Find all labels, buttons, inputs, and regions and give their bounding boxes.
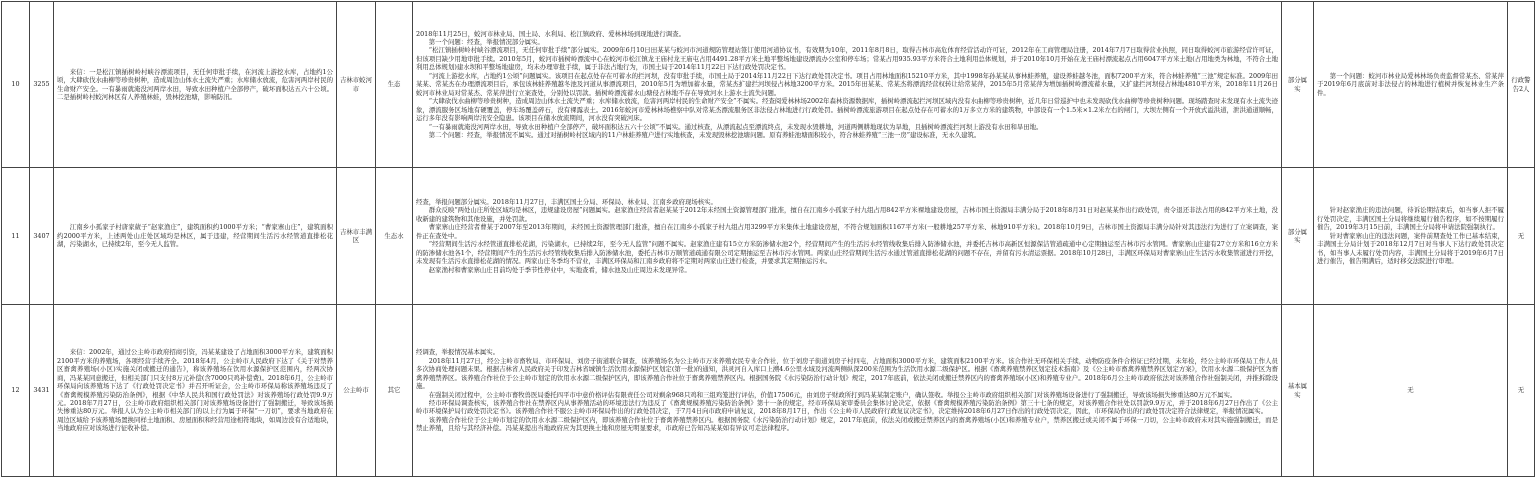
row-number: 11 <box>2 168 30 305</box>
findings-paragraph: 第二个问题：经查，举报情况不属实。通过对插树岭村区域内的11户林蛙养殖户进行实地核查，未发现毁林挖池塘问题。原有养蛙池塘面积较小，符合林蛙养殖“三池一房”建设标准，无永久建筑。 <box>428 130 981 139</box>
findings-cell <box>413 2 1282 168</box>
findings-paragraph: 经市环保局调查核实，该养殖合作社在禁养区内从事养殖活动的环境违法行为违反了《畜禽规模养殖污染防治条例》第十一条的规定，经市环保局案审委员会集体讨论决定，依据《畜禽规模养殖污染防治条例》第三十七条的规定，对该养殖合作社处以罚款9.9万元，并于2018年6月27日作出了《公主岭市环境保护局行政处罚决定书》。该养殖合作社不服公主岭市环保局作出的行政处罚决定，于7月4日向市政府申请复议，2018年8月17日，作出《公主岭市人民政府行政复议决定书》，决定维持2018年6月27日作出的行政处罚决定，因此，市环保局作出的行政处罚决定符合法律规定，举报情况属实。 <box>416 398 1278 416</box>
row-number: 10 <box>2 2 30 168</box>
verdict-cell: 部分属实 <box>1282 2 1314 168</box>
findings-paragraph: “河流上游挖水库，占地约1公顷”问题属实。该项目在起点处存在可蓄水的拦河坝，没有审批手续，市国土局于2014年11月22日下达行政处罚决定书。项目占用林地面积15210平方米，其中1998年孙某某从事林蛙养殖，建设养蛙越冬池，面积7200平方米，符合林蛙养殖“三池”规定标准。2009年田某某、常某杰在办理漂流项目后，承包该林蛙养殖越冬池及河道从事漂流项目，2010年5月为增加蓄水量，常某杰扩建拦河坝侵占林地3200平方米。2015年田某某、常某杰将漂流经营权转让给常某萍，2015年5月常某萍为增加插树岭漂流蓄水量，又扩建拦河坝侵占林地4810平方米，2018年11月26日蛟河市林业局对常某杰、常某萍进行立案查处，分别处以罚款。插树岭漂流蓄水山塘侵占林地不存在导致河水上游水土流失问题。 <box>416 71 1278 97</box>
case-table <box>1 1 1535 477</box>
table-row <box>2 305 1535 477</box>
findings-paragraph: “松江镇插树岭村峡谷漂流项目，无任何审批手续”部分属实。2009年6月10日田某某与蛟河市河道规防管理站签订使用河道协议书，有效期为10年，2011年8月8日，取得吉林市高危体育经营活动许可证，2012年在工商管理局注册，2014年7月7日取得营业执照，同日取得蛟河市旅游经营许可证，但该项目缺少用地审批手续。2010年5月，蛟河市插树岭漂流中心在蛟河市松江镇龙王庙村龙王庙屯占用4491.28平方米土地平整场地建设漂流办公室和停车场；常某占用935.93平方米符合土地利用总体规划，并于2010年10月开始在龙王庙村漂流起点占用6047平方米土地(占用地类为林地，不符合土地利用总体规划)建水坝和平整场地建房，均未办理审批手续，属于非法占地行为，市国土局于2014年11月22日下达行政处罚决定书。 <box>416 46 1278 72</box>
case-id: 3255 <box>30 2 54 168</box>
verdict-cell: 部分属实 <box>1282 168 1314 305</box>
accountability-cell: 无 <box>1508 168 1535 305</box>
area-cell: 吉林市蛟河市 <box>337 2 376 168</box>
findings-paragraph: 群众反映“两处山庄所处区域均是林区，违规建设房屋”问题属实。赵家渔庄经营者赵某某于2012年未经国土资源管理部门批准，擅自在江南乡小孤家子村九组占用842平方米裸地建设房屋，吉林市国土资源局丰满分局于2018年8月31日对赵某某作出行政处罚，责令退还非法占用的842平方米土地，没收新建的建筑物和其他设施，并处罚款。 <box>416 206 1278 223</box>
complaint-cell <box>54 168 337 305</box>
complaint-text: 来信：2002年，通过公主岭市政府招商引资，冯某某建设了占地面积3000平方米，建筑面积2100平方米的养殖场，各项经营手续齐全。2018年4月，公主岭市人民政府下达了《关于对禁养区畜禽养殖场(小区)实施关闭或搬迁的通告》，称该养殖场在饮用水源保护区范围内，经两次协商，冯某某同意搬迁，但相关部门只支付8万元补偿(含7000只鸡补偿费)。2018年6月，公主岭市环保局向该养殖场下达了《行政处罚决定书》并召开听证会，公主岭市环保局称该养殖场违反了《畜禽规模养殖污染防治条例》，根据《中华人民共和国行政处罚法》对该养殖场行政处罚9.9万元。2018年7月27日，公主岭市政府组织相关部门对该养殖场设备进行了强制搬迁，导致该场损失惨重达80万元。举报人认为公主岭市相关部门的以上行为属于环保“一刀切”，要求当地政府在周边区域给予该养殖场置换同样土地面积、房屋面积和经营用途相符地块，如周边没有合适地块，当地政府应对该场进行征收补偿。 <box>57 348 333 433</box>
findings-paragraph: 赵家渔村和曹家寨山庄目前均处于季节性停业中，实地查看，储水池及山庄周边未发现异常。 <box>428 265 691 274</box>
findings-paragraph: “一有暴雨就淹没河两岸水田，导致水田种植户全部停产，破坏面积达五六十公顷”不属实。通过核查，从漂流起点至漂流终点，未发现水毁耕地，河道两侧耕地现状为旱地，且插树岭漂流拦河坝上游没有水田和旱田地。 <box>428 122 1043 131</box>
row-number: 12 <box>2 305 30 477</box>
table-row <box>2 2 1535 168</box>
handling-paragraph: 针对曹家寨山庄的违法问题，案件前期查处工作已基本结束，丰满国土分局计划于2018年12月7日对当事人下达行政处罚决定书，如当事人未履行处罚内容，丰满国土分局将于2019年6月7日进行催告，催告期满后，适时移交法院进行审理。 <box>1317 231 1504 266</box>
findings-paragraph: 经调查，举报情况基本属实。 <box>416 348 500 357</box>
type-cell: 其它 <box>376 305 413 477</box>
findings-paragraph: 2018年11月25日，蛟河市林业局、国土局、水利局、松江镇政府、爱林林场到现地进行调查。 <box>416 29 685 38</box>
findings-paragraph: 该养殖合作社位于公主岭市划定的饮用水水源二级保护区内，即该养殖合作社位于畜禽养殖禁养区内。根据国务院《水污染防治行动计划》规定，2017年底前，依法关闭或搬迁禁养区内的畜禽养殖场(小区)和养殖专业户，禁养区搬迁或关闭不属于环保一刀切，公主岭市政府未对其实施强制搬迁，而是禁止养殖，且给与其经济补偿。冯某某提出当地政府应为其更换土地和房屋无明显要求，市政府已告知冯某某如有异议可走法律程序。 <box>416 415 1278 433</box>
handling-cell <box>1314 305 1508 477</box>
complaint-cell <box>54 305 337 477</box>
case-id: 3431 <box>30 305 54 477</box>
handling-cell <box>1314 2 1508 168</box>
findings-cell <box>413 168 1282 305</box>
handling-cell <box>1314 168 1508 305</box>
table-row <box>2 168 1535 305</box>
complaint-text: 江南乡小孤家子村唐家葳子“赵家渔庄”，建筑面积约1000平方米；“曹家寨山庄”，建筑面积约2000平方米，上述两处山庄处区域均是林区，属于违建，经营期间生活污水经管道直排松花湖，污染湖水，已持续2年，至今无人监管。 <box>57 223 333 249</box>
case-table-body <box>2 2 1535 477</box>
findings-cell <box>413 305 1282 477</box>
findings-paragraph: “大肆砍伐水曲柳等珍贵树种，造成周边山体水土流失严重；水库储水放流，危害河两岸村民的生命财产安全”不属实。经查阅爱林林场2002年森林资源数据库，插树岭漂流起拦河坝区域内没有水曲柳等珍贵树种，近几年日常巡护中也未发现砍伐水曲柳等珍贵树种问题。现场踏查时未发现有水土流失迹象，漂流服务区场地有硬覆盖，停车场覆盖碎石，没有裸露表土。2016年蛟河市爱林林场樵察中队对常某杰漂流服务区非法侵占林地进行行政处罚。插树岭漂流旅游项目在起点处存在可蓄水的1万多立方米的建筑物，中部设有一个1.5米×1.2米左右的闸门，大坝左侧有一个开放式溢洪道，泄洪通道顺畅，运行多年没有影响两岸汛安全隐患。该项目在储水放流期间，河水没有突破河床。 <box>416 97 1278 123</box>
handling-paragraph: 无 <box>1407 386 1414 395</box>
complaint-text: 来信：一是松江镇插树岭村峡谷漂流项目，无任何审批手续，在河流上游挖水库，占地约1公顷，大肆砍伐水曲柳等珍贵树种，造成周边山体水土流失严重；水库储水放流，危害河两岸村民的生命财产安全。一有暴雨就淹没河两岸水田，导致水田种植户全部停产，破坏面积达五六十公顷。二是插树岭村蛟河林区有人养殖林蛙，毁林挖池塘，影响防汛。 <box>57 67 333 101</box>
findings-paragraph: “经营期间生活污水经管道直排松花湖，污染湖水，已持续2年，至今无人监管”问题不属实。赵家渔庄建有15立方米防渗储水池2个，经营期间产生的生活污水经管线收集后排入防渗储水池，并委托吉林市高新区恒源保洁管道疏通中心定期抽运至吉林市污水管网。曹家寨山庄建有27立方米和16立方米的防渗储水池各1个，经营期间产生的生活污水经管线收集后排入防渗储水池，委托吉林市万顺管道疏通有限公司定期抽运至吉林市污水管网。两家山庄经营期间生活污水通过管道直排松花湖的问题不存在，并留有污水清运票据。2018年10月28日，丰满区环保局对曹家寨山庄生活污水收集管道进行开挖，未发现有生活污水直排松花湖的情况。两家山庄冬季均不营业，丰满区环保局和江南乡政府将不定期对两家山庄进行检查，并要求其定期抽运污水。 <box>416 240 1278 266</box>
complaint-cell <box>54 2 337 168</box>
type-cell: 生态水 <box>376 168 413 305</box>
case-id: 3407 <box>30 168 54 305</box>
type-cell: 生态 <box>376 2 413 168</box>
findings-paragraph: 经查，举报问题部分属实。2018年11月27日，丰满区国土分局、环保局、林业局、江南乡政府现场核实。 <box>416 197 717 206</box>
accountability-cell: 行政警告2人 <box>1508 2 1535 168</box>
findings-paragraph: 2018年11月27日，经公主岭市畜牧局、市环保局、刘房子街道联合调查，该养殖场名为公主岭市万来养殖农民专业合作社，位于刘房子街道刘房子村四屯，占地面积3000平方米，建筑面积2100平方米。该合作社无环保相关手续，动物防疫条件合格证已经过期，未年检，经公主岭市环保局工作人员多次协商处理问题未果。根据吉林省人民政府关于印发吉林省城镇生活饮用水源保护区划定(第一批)的通知，洪灵河自入库口上溯4.6公里水域及河流两侧纵深200米范围为生活饮用水源二级保护区。根据《畜禽养殖禁养区划定技术指南》及《公主岭市畜禽养殖禁养区划定方案》，饮用水水源二级保护区为畜禽养殖禁养区。该养殖合作社位于公主岭市划定的饮用水水源二级保护区内，即该养殖合作社位于畜禽养殖禁养区内。根据国务院《水污染防治行动计划》规定，2017年底前，依法关闭或搬迁禁养区内的畜禽养殖场(小区)和养殖专业户。2018年6月公主岭市政府依法对该养殖合作社强制关闭，并推拆除设施。 <box>416 356 1278 391</box>
handling-paragraph: 针对赵家渔庄的违法问题，待诉讼期结束后，如当事人拒不履行处罚决定，丰满区国土分局将继续履行催告程序，如不按期履行催告，2019年3月15日前，丰满国土分局将申请法院强制执行。 <box>1317 206 1504 232</box>
findings-paragraph: 曹家寨山庄经营者曹某于2007年至2013年期间，未经国土资源管理部门批准，擅自在江南乡小孤家子村九组占用3299平方米集体土地建设房屋，不符合规划面积1167平方米(一般耕地257平方米、林地910平方米)。2018年10月9日，吉林市国土资源局丰满分局针对其违法行为进行了立案调查，案件正在查处中。 <box>416 223 1278 240</box>
handling-paragraph: 第一个问题：蛟河市林业局爱林林场负责监督常某杰、常某萍于2019年6月底前对非法侵占的林地进行植树并恢复林业生产条件。 <box>1317 71 1504 97</box>
verdict-cell: 基本属实 <box>1282 305 1314 477</box>
findings-paragraph: 第一个问题：经查，举报情况部分属实。 <box>428 38 544 46</box>
area-cell: 吉林市丰满区 <box>337 168 376 305</box>
findings-paragraph: 在强制关闭过程中，公主岭市畜牧兽医局委托四平市中意价格评估有限责任公司对剩余968只鸡和三组鸡笼进行评估，价值17506元，由刘房子财政所打到冯某某制定账户，确认签收。举报公主岭市政府组织相关部门对该养殖场设备进行了强制搬迁，导致该场损失惨重达80万元不属实。 <box>428 390 1237 399</box>
area-cell: 公主岭市 <box>337 305 376 477</box>
accountability-cell: 无 <box>1508 305 1535 477</box>
